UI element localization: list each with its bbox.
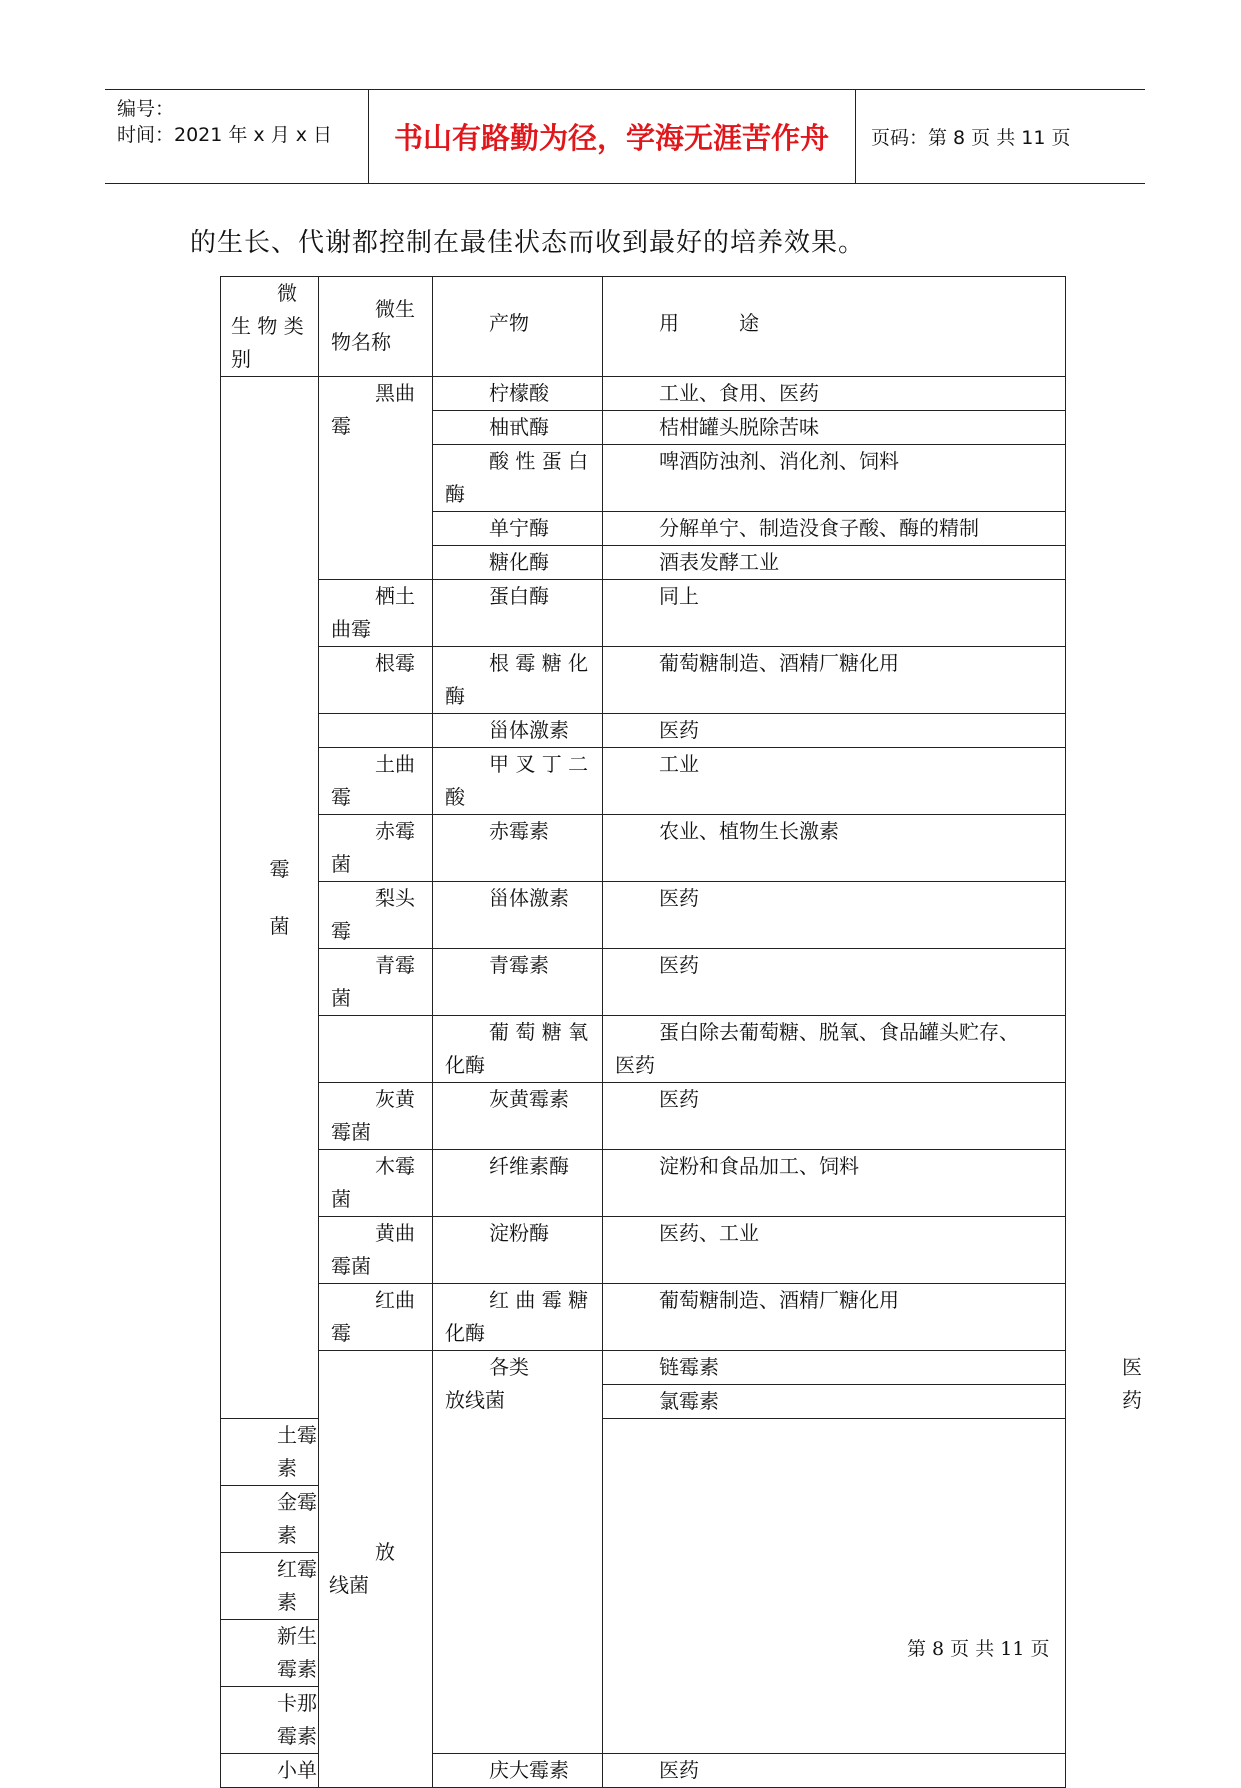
name-line: 木霉 [375, 1154, 415, 1178]
product-text: 新生霉素 [277, 1624, 317, 1681]
use-text: 农业、植物生长激素 [659, 819, 839, 843]
table-row [221, 949, 1066, 1016]
product-cell [433, 714, 603, 748]
microbe-name [319, 815, 433, 882]
intro-sentence: 的生长、代谢都控制在最佳状态而收到最好的培养效果。 [190, 228, 866, 258]
use-text: 医药 [659, 953, 699, 977]
product-text: 淀粉酶 [489, 1221, 549, 1245]
name-line: 灰黄 [375, 1087, 415, 1111]
product-text: 甾体激素 [489, 886, 569, 910]
table-row [221, 647, 1066, 714]
use-cell [603, 647, 1066, 714]
use-text: 医药 [659, 718, 699, 742]
use-cell [603, 1083, 1066, 1150]
header-meta [105, 90, 369, 183]
category-actinomycetes [319, 1351, 433, 1788]
use-text: 医药 [659, 1087, 699, 1111]
header-name-line: 微生 [375, 297, 415, 321]
use-cell [603, 546, 1066, 580]
use-cell [603, 1754, 1066, 1788]
product-text: 卡那霉素 [277, 1691, 317, 1748]
use-cell [603, 882, 1066, 949]
product-text: 糖化酶 [489, 550, 549, 574]
name-line: 黑曲 [375, 381, 415, 405]
product-text: 赤霉素 [489, 819, 549, 843]
name-line: 霉菌 [331, 1254, 371, 1278]
microbe-name-empty [319, 1016, 433, 1083]
name-line: 霉 [331, 919, 351, 943]
product-cell [433, 1217, 603, 1284]
microbe-name-empty [319, 714, 433, 748]
table-row [221, 1217, 1066, 1284]
header-motto: 书山有路勤为径，学海无涯苦作舟 [368, 90, 856, 183]
product-cell [433, 647, 603, 714]
product-text: 红霉素 [277, 1557, 317, 1614]
microbe-name [433, 1351, 603, 1754]
use-text: 分解单宁、制造没食子酸、酶的精制 [659, 516, 979, 540]
product-cell [221, 1419, 319, 1486]
microbe-name [319, 748, 433, 815]
header-category [221, 277, 319, 377]
microbe-products-table [220, 276, 1142, 1788]
name-line: 土曲 [375, 752, 415, 776]
page-footer: 第 8 页 共 11 页 [907, 1638, 1050, 1660]
use-cell [603, 377, 1066, 411]
name-line: 菌 [331, 1187, 351, 1211]
header-page-label: 页码：第 8 页 共 11 页 [871, 127, 1071, 149]
microbe-name [319, 1150, 433, 1217]
product-cell [603, 1351, 1066, 1385]
use-cell [603, 949, 1066, 1016]
name-line: 菌 [331, 852, 351, 876]
product-cell [433, 1083, 603, 1150]
name-line: 霉 [331, 1321, 351, 1345]
product-text: 灰黄霉素 [489, 1087, 569, 1111]
table-row [221, 815, 1066, 882]
product-text: 柚甙酶 [489, 415, 549, 439]
name-line: 小单 [277, 1758, 317, 1782]
name-line: 青霉 [375, 953, 415, 977]
header-use [603, 277, 1066, 377]
table-row [221, 1284, 1066, 1351]
name-line: 霉 [331, 414, 351, 438]
product-text: 化酶 [445, 1321, 485, 1345]
product-text: 酶 [445, 684, 465, 708]
name-line: 黄曲 [375, 1221, 415, 1245]
name-line: 放线菌 [445, 1388, 505, 1412]
use-text: 葡萄糖制造、酒精厂糖化用 [659, 1288, 899, 1312]
product-cell [433, 411, 603, 445]
header-name [319, 277, 433, 377]
use-cell [603, 748, 1066, 815]
header-use-label: 用 途 [659, 311, 759, 335]
use-text: 同上 [659, 584, 699, 608]
product-text: 红 曲 霉 糖 [489, 1288, 589, 1312]
microbe-name [221, 1754, 319, 1788]
product-text: 链霉素 [659, 1355, 719, 1379]
use-text: 葡萄糖制造、酒精厂糖化用 [659, 651, 899, 675]
table-row [221, 580, 1066, 647]
product-text: 氯霉素 [659, 1389, 719, 1413]
name-line: 红曲 [375, 1288, 415, 1312]
category-label-line: 线菌 [329, 1573, 369, 1597]
microbe-name [319, 1217, 433, 1284]
header-category-line: 生 物 类 [231, 314, 304, 338]
product-text: 化酶 [445, 1053, 485, 1077]
category-label-line: 霉 [269, 856, 290, 881]
product-cell [433, 748, 603, 815]
table-row [221, 748, 1066, 815]
name-line: 梨头 [375, 886, 415, 910]
name-line: 霉菌 [331, 1120, 371, 1144]
microbe-name [319, 580, 433, 647]
table-header-row [221, 277, 1066, 377]
name-line: 赤霉 [375, 819, 415, 843]
product-text: 庆大霉素 [489, 1758, 569, 1782]
header-product-label: 产物 [489, 311, 529, 335]
product-text: 柠檬酸 [489, 381, 549, 405]
document-number-label: 编号： [117, 98, 175, 120]
product-text: 根 霉 糖 化 [489, 651, 589, 675]
header-product [433, 277, 603, 377]
table-row [221, 882, 1066, 949]
table-row [221, 714, 1066, 748]
use-text: 淀粉和食品加工、饲料 [659, 1154, 859, 1178]
name-line: 曲霉 [331, 617, 371, 641]
use-cell [603, 445, 1066, 512]
product-text: 单宁酶 [489, 516, 549, 540]
microbe-name [319, 1284, 433, 1351]
header-category-line: 微 [277, 281, 297, 305]
product-cell [433, 1754, 603, 1788]
product-cell [603, 1385, 1066, 1419]
product-cell [433, 580, 603, 647]
use-text: 医药 [615, 1053, 655, 1077]
table-row [221, 1016, 1066, 1083]
header-name-line: 物名称 [331, 330, 391, 354]
microbe-name [319, 647, 433, 714]
microbe-name [319, 882, 433, 949]
microbe-name [319, 1083, 433, 1150]
name-line: 霉 [331, 785, 351, 809]
product-cell [221, 1687, 319, 1754]
product-text: 青霉素 [489, 953, 549, 977]
product-text: 甾体激素 [489, 718, 569, 742]
product-cell [221, 1620, 319, 1687]
use-text: 蛋白除去葡萄糖、脱氧、食品罐头贮存、 [659, 1020, 1019, 1044]
product-cell [433, 445, 603, 512]
product-cell [433, 546, 603, 580]
use-text: 啤酒防浊剂、消化剂、饲料 [659, 449, 899, 473]
product-text: 酸 性 蛋 白 [489, 449, 589, 473]
table-row [221, 1351, 1066, 1385]
use-cell [603, 512, 1066, 546]
use-text: 工业 [659, 752, 699, 776]
category-mold [221, 377, 319, 1419]
document-date-label: 时间：2021 年 x 月 x 日 [117, 124, 333, 146]
product-cell [433, 1150, 603, 1217]
category-label-line: 菌 [269, 913, 290, 938]
name-line: 菌 [331, 986, 351, 1010]
header-category-line: 别 [231, 347, 251, 371]
use-cell [603, 1016, 1066, 1083]
use-cell [603, 1284, 1066, 1351]
table-row [221, 377, 1066, 411]
use-cell [603, 815, 1066, 882]
product-text: 酶 [445, 482, 465, 506]
use-cell [603, 714, 1066, 748]
use-text: 医药 [659, 1758, 699, 1782]
use-cell [603, 1150, 1066, 1217]
product-text: 纤维素酶 [489, 1154, 569, 1178]
product-cell [433, 512, 603, 546]
product-cell [221, 1486, 319, 1553]
product-cell [433, 882, 603, 949]
product-text: 甲 叉 丁 二 [489, 752, 589, 776]
use-text: 工业、食用、医药 [659, 381, 819, 405]
product-text: 蛋白酶 [489, 584, 549, 608]
use-cell [603, 1217, 1066, 1284]
name-line: 栖土 [375, 584, 415, 608]
product-cell [433, 1284, 603, 1351]
page-header [105, 89, 1145, 184]
table-row [221, 1150, 1066, 1217]
product-cell [433, 377, 603, 411]
name-line: 各类 [489, 1355, 529, 1379]
name-line: 根霉 [375, 651, 415, 675]
product-cell [433, 1016, 603, 1083]
product-text: 金霉素 [277, 1490, 317, 1547]
category-label-line: 放 [375, 1540, 395, 1564]
microbe-name [319, 949, 433, 1016]
product-cell [433, 815, 603, 882]
use-text: 酒表发酵工业 [659, 550, 779, 574]
product-cell [433, 949, 603, 1016]
use-cell [603, 580, 1066, 647]
use-text: 医药 [659, 886, 699, 910]
use-text: 医药 [1122, 1355, 1142, 1412]
product-text: 酸 [445, 785, 465, 809]
table-row [221, 1083, 1066, 1150]
microbe-name [319, 377, 433, 580]
use-text: 桔柑罐头脱除苦味 [659, 415, 819, 439]
product-text: 葡 萄 糖 氧 [489, 1020, 589, 1044]
product-text: 土霉素 [277, 1423, 317, 1480]
use-cell [603, 411, 1066, 445]
use-text: 医药、工业 [659, 1221, 759, 1245]
product-cell [221, 1553, 319, 1620]
